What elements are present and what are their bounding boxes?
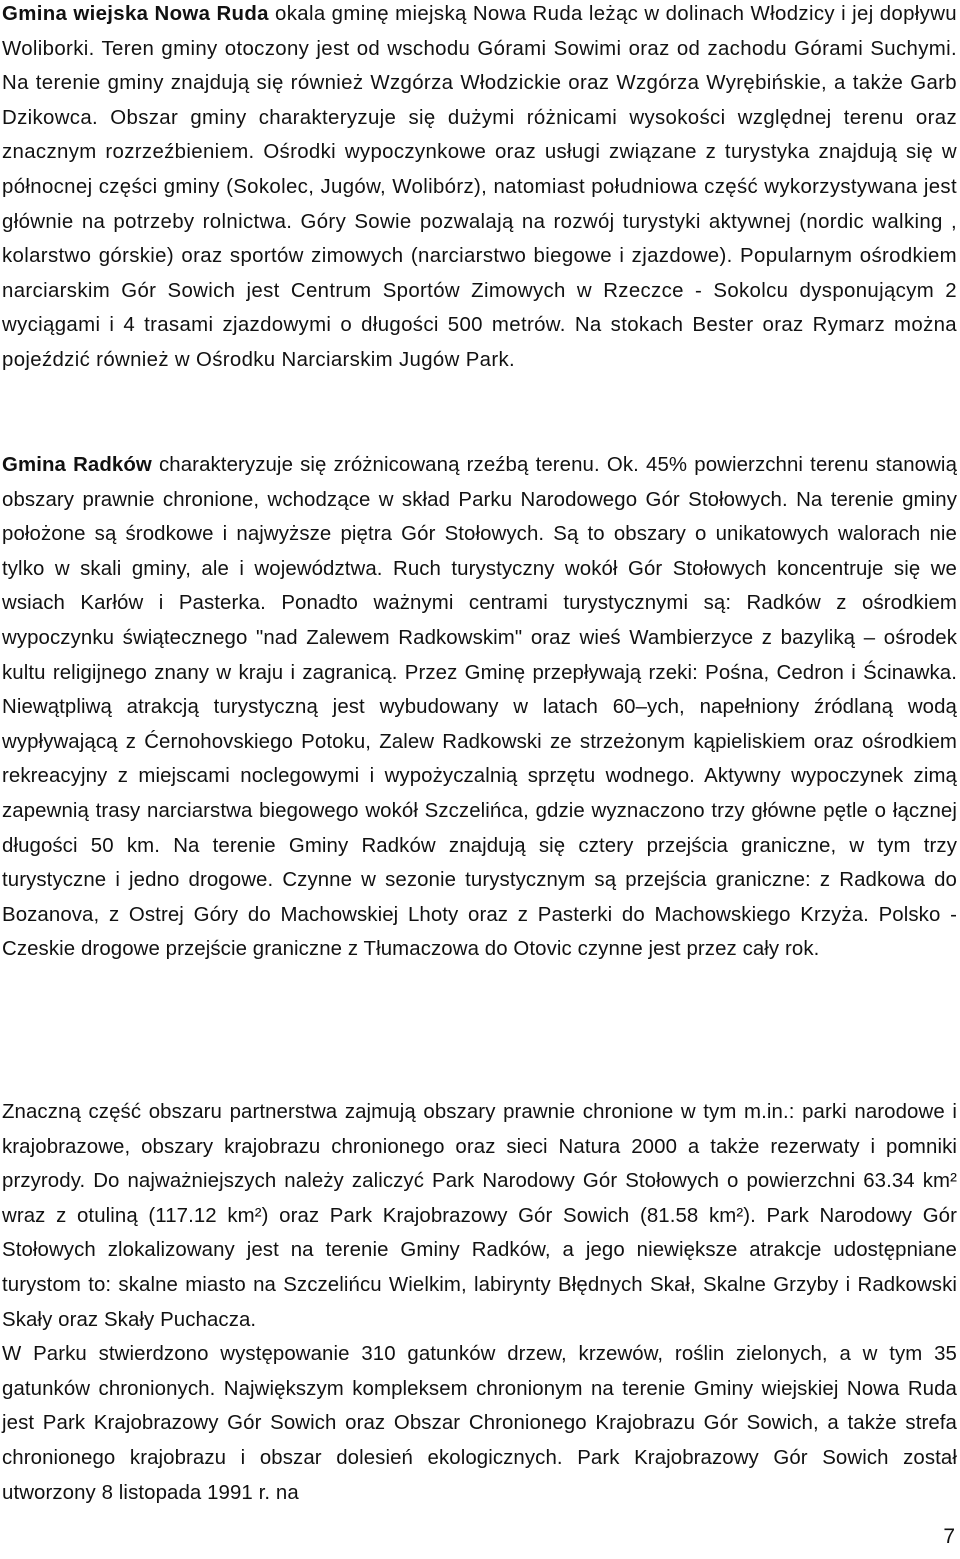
paragraph-bold-lead: Gmina Radków: [2, 454, 152, 476]
paragraph-radkow: [2, 448, 957, 967]
paragraph-nowa-ruda: [2, 0, 957, 378]
paragraph-text: okala gminę miejską Nowa Ruda leżąc w dolinach Włodzicy i jej dopływu Woliborki. Teren gminy otoczony jest od wschodu Górami Sowimi oraz od zachodu Górami Suchymi. Na terenie gminy znajdują się również Wzgórza Włodzickie oraz Wzgórza Wyrębińskie, a także Garb Dzikowca. Obszar gminy charakteryzuje się dużymi różnicami wysokości względnej terenu oraz znacznym rozrzeźbieniem. Ośrodki wypoczynkowe oraz usługi związane z turystyka znajdują się w północnej części gminy (Sokolec, Jugów, Wolibórz), natomiast południowa część wykorzystywana jest głównie na potrzeby rolnictwa. Góry Sowie pozwalają na rozwój turystyki aktywnej (nordic walking , kolarstwo górskie) oraz sportów zimowych (narciarstwo biegowe i zjazdowe). Popularnym ośrodkiem narciarskim Gór Sowich jest Centrum Sportów Zimowych w Rzeczce - Sokolcu dysponującym 2 wyciągami i 4 trasami zjazdowymi o długości 500 metrów. Na stokach Bester oraz Rymarz można pojeździć również w Ośrodku Narciarskim Jugów Park.: [2, 3, 957, 371]
paragraph-text: charakteryzuje się zróżnicowaną rzeźbą terenu. Ok. 45% powierzchni terenu stanowią obszary prawnie chronione, wchodzące w skład Parku Narodowego Gór Stołowych. Na terenie gminy położone są środkowe i najwyższe piętra Gór Stołowych. Są to obszary o unikatowych walorach nie tylko w skali gminy, ale i województwa. Ruch turystyczny wokół Gór Stołowych koncentruje się we wsiach Karłów i Pasterka. Ponadto ważnymi centrami turystycznymi są: Radków z ośrodkiem wypoczynku świątecznego "nad Zalewem Radkowskim" oraz wieś Wambierzyce z bazyliką – ośrodek kultu religijnego znany w kraju i zagranicą. Przez Gminę przepływają rzeki: Pośna, Cedron i Ścinawka. Niewątpliwą atrakcją turystyczną jest wybudowany w latach 60–ych, napełniony źródlaną wodą wypływającą z Ćernohovskiego Potoku, Zalew Radkowski ze strzeżonym kąpieliskiem oraz ośrodkiem rekreacyjny z miejscami noclegowymi i wypożyczalnią sprzętu wodnego. Aktywny wypoczynek zimą zapewnią trasy narciarstwa biegowego wokół Szczelińca, gdzie wyznaczono trzy główne pętle o łącznej długości 50 km. Na terenie Gminy Radków znajdują się cztery przejścia graniczne, w tym trzy turystyczne i jedno drogowe. Czynne w sezonie turystycznym są przejścia graniczne: z Radkowa do Bozanova, z Ostrej Góry do Machowskiej Lhoty oraz z Pasterki do Machowskiego Krzyża. Polsko - Czeskie drogowe przejście graniczne z Tłumaczowa do Otovic czynne jest przez cały rok.: [2, 454, 958, 961]
paragraph-text-continued: W Parku stwierdzono występowanie 310 gatunków drzew, krzewów, roślin zielonych, a w tym 35 gatunków chronionych. Największym kompleksem chronionym na terenie Gminy wiejskiej Nowa Ruda jest Park Krajobrazowy Gór Sowich oraz Obszar Chronionego Krajobrazu Gór Sowich, a także strefa chronionego krajobrazu i obszar dolesień ekologicznych. Park Krajobrazowy Gór Sowich został utworzony 8 listopada 1991 r. na: [2, 1343, 957, 1504]
paragraph-protected-areas: [2, 1095, 957, 1510]
page-number: 7: [943, 1525, 955, 1548]
paragraph-text: Znaczną część obszaru partnerstwa zajmują obszary prawnie chronione w tym m.in.: parki narodowe i krajobrazowe, obszary krajobrazu chronionego oraz sieci Natura 2000 a także rezerwaty i pomniki przyrody. Do najważniejszych należy zaliczyć Park Narodowy Gór Stołowych o powierzchni 63.34 km² wraz z otuliną (117.12 km²) oraz Park Krajobrazowy Gór Sowich (81.58 km²). Park Narodowy Gór Stołowych zlokalizowany jest na terenie Gminy Radków, a jego niewiększe atrakcje udostępniane turystom to: skalne miasto na Szczelińcu Wielkim, labirynty Błędnych Skał, Skalne Grzyby i Radkowski Skały oraz Skały Puchacza.: [2, 1101, 957, 1331]
paragraph-bold-lead: Gmina wiejska Nowa Ruda: [2, 3, 269, 25]
